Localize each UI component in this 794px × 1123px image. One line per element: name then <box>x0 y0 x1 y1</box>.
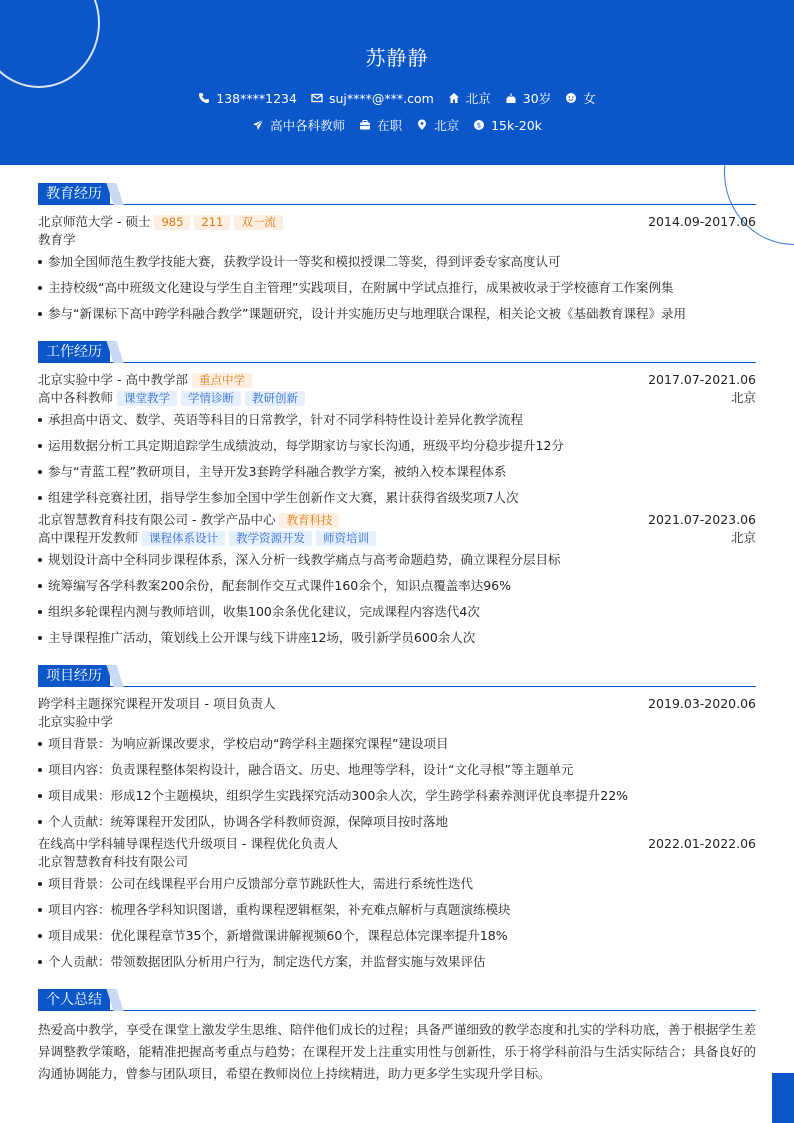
education-header <box>38 183 756 205</box>
location-icon <box>416 119 428 131</box>
list-item: 项目背景：公司在线课程平台用户反馈部分章节跳跃性大，需进行系统性迭代 <box>38 871 756 897</box>
job-city: 北京 <box>730 390 756 405</box>
summary-section <box>38 989 756 1085</box>
education-section <box>38 183 756 327</box>
school-tag: 985 <box>154 215 190 230</box>
contact-row <box>0 89 794 107</box>
skill-tag: 课堂教学 <box>117 391 177 406</box>
education-row <box>38 213 756 231</box>
list-item: 个人贡献：带领数据团队分析用户行为，制定迭代方案，并监督实施与效果评估 <box>38 949 756 975</box>
svg-text:$: $ <box>476 121 482 130</box>
phone-item <box>198 89 297 107</box>
education-title: 教育经历 <box>38 183 110 205</box>
company-name: 北京智慧教育科技有限公司 - 教学产品中心 <box>38 512 276 527</box>
project-name: 跨学科主题探究课程开发项目 - 项目负责人 <box>38 696 276 711</box>
skill-tag: 学情诊断 <box>181 391 241 406</box>
project-date: 2019.03-2020.06 <box>648 696 756 711</box>
projects-title: 项目经历 <box>38 665 110 687</box>
list-item: 组织多轮课程内测与教师培训，收集100余条优化建议，完成课程内容迭代4次 <box>38 599 756 625</box>
status-text: 在职 <box>377 118 403 133</box>
job-position: 高中课程开发教师 <box>38 530 139 545</box>
intent-city-text: 北京 <box>434 118 460 133</box>
job-city: 北京 <box>730 530 756 545</box>
phone-text: 138****1234 <box>216 90 297 106</box>
phone-icon <box>198 92 210 104</box>
list-item: 运用数据分析工具定期追踪学生成绩波动，每学期家访与家长沟通，班级平均分稳步提升12分 <box>38 433 756 459</box>
gender-item <box>565 89 596 107</box>
company-name: 北京实验中学 - 高中教学部 <box>38 372 188 387</box>
job-intent-row <box>0 116 794 134</box>
education-date: 2014.09-2017.06 <box>648 214 756 229</box>
job-position-row <box>38 389 756 407</box>
education-bullets <box>38 249 756 327</box>
list-item: 项目内容：负责课程整体架构设计，融合语文、历史、地理等学科，设计“文化寻根”等主题单元 <box>38 757 756 783</box>
status-item <box>359 116 402 134</box>
hometown-item <box>448 89 491 107</box>
hometown-text: 北京 <box>465 91 491 106</box>
list-item: 项目内容：梳理各学科知识图谱，重构课程逻辑框架，补充难点解析与真题演练模块 <box>38 897 756 923</box>
list-item: 参与“新课标下高中跨学科融合教学”课题研究，设计并实施历史与地理联合课程，相关论文被《基础教育课程》录用 <box>38 301 756 327</box>
age-item <box>505 89 551 107</box>
decorative-corner-block <box>772 1073 794 1123</box>
intent-city-item <box>416 116 459 134</box>
project-date: 2022.01-2022.06 <box>648 836 756 851</box>
email-item <box>311 89 434 107</box>
school-tag: 211 <box>194 215 230 230</box>
gender-icon <box>565 92 577 104</box>
job-position: 高中各科教师 <box>38 390 114 405</box>
company-tag: 教育科技 <box>279 513 339 528</box>
work-section <box>38 341 756 651</box>
project-bullets <box>38 871 756 975</box>
briefcase-icon <box>359 119 371 131</box>
projects-section <box>38 665 756 975</box>
age-text: 30岁 <box>522 91 552 106</box>
project-row <box>38 695 756 713</box>
skill-tag: 教研创新 <box>245 391 305 406</box>
list-item: 主导课程推广活动，策划线上公开课与线下讲座12场，吸引新学员600余人次 <box>38 625 756 651</box>
summary-title: 个人总结 <box>38 989 110 1011</box>
list-item: 个人贡献：统筹课程开发团队，协调各学科教师资源，保障项目按时落地 <box>38 809 756 835</box>
project-org: 北京智慧教育科技有限公司 <box>38 854 189 869</box>
salary-item <box>473 116 542 134</box>
skill-tag: 教学资源开发 <box>229 531 312 546</box>
job-bullets <box>38 407 756 511</box>
skill-tag: 师资培训 <box>316 531 376 546</box>
salary-icon <box>473 119 485 131</box>
skill-tag: 课程体系设计 <box>142 531 225 546</box>
list-item: 承担高中语文、数学、英语等科目的日常教学，针对不同学科特性设计差异化教学流程 <box>38 407 756 433</box>
list-item: 项目背景：为响应新课改要求，学校启动“跨学科主题探究课程”建设项目 <box>38 731 756 757</box>
job-row <box>38 511 756 529</box>
summary-header <box>38 989 756 1011</box>
list-item: 参与“青蓝工程”教研项目，主导开发3套跨学科融合教学方案，被纳入校本课程体系 <box>38 459 756 485</box>
work-header <box>38 341 756 363</box>
company-tag: 重点中学 <box>192 373 252 388</box>
list-item: 规划设计高中全科同步课程体系，深入分析一线教学痛点与高考命题趋势，确立课程分层目标 <box>38 547 756 573</box>
job-date: 2017.07-2021.06 <box>648 372 756 387</box>
list-item: 统筹编写各学科教案200余份，配套制作交互式课件160余个，知识点覆盖率达96% <box>38 573 756 599</box>
school-name: 北京师范大学 - 硕士 <box>38 214 151 229</box>
major: 教育学 <box>38 232 76 247</box>
intent-position-item <box>252 116 345 134</box>
job-date: 2021.07-2023.06 <box>648 512 756 527</box>
email-text: suj****@***.com <box>328 90 434 106</box>
projects-header <box>38 665 756 687</box>
candidate-name: 苏静静 <box>365 46 429 70</box>
cake-icon <box>505 92 517 104</box>
mail-icon <box>311 92 323 104</box>
home-icon <box>448 92 460 104</box>
summary-text: 热爱高中教学，享受在课堂上激发学生思维、陪伴他们成长的过程；具备严谨细致的教学态度和扎实的学科功底，善于根据学生差异调整教学策略，能精准把握高考重点与趋势；在课程开发上注重实用性与创新性，乐于将学科前沿与生活实际结合；具备良好的沟通协调能力，曾参与团队项目，希望在教师岗位上持续精进，助力更多学生实现升学目标。 <box>38 1022 756 1081</box>
salary-text: 15k-20k <box>491 117 542 133</box>
school-tag: 双一流 <box>234 215 283 230</box>
job-row <box>38 371 756 389</box>
list-item: 主持校级“高中班级文化建设与学生自主管理”实践项目，在附属中学试点推行，成果被收录于学校德育工作案例集 <box>38 275 756 301</box>
work-title: 工作经历 <box>38 341 110 363</box>
resume-header <box>0 0 794 165</box>
project-org: 北京实验中学 <box>38 714 114 729</box>
job-bullets <box>38 547 756 651</box>
job-position-row <box>38 529 756 547</box>
list-item: 参加全国师范生教学技能大赛，获教学设计一等奖和模拟授课二等奖，得到评委专家高度认可 <box>38 249 756 275</box>
gender-text: 女 <box>583 91 596 106</box>
list-item: 项目成果：优化课程章节35个，新增微课讲解视频60个，课程总体完课率提升18% <box>38 923 756 949</box>
project-name: 在线高中学科辅导课程迭代升级项目 - 课程优化负责人 <box>38 836 338 851</box>
send-icon <box>252 119 264 131</box>
list-item: 组建学科竞赛社团，指导学生参加全国中学生创新作文大赛，累计获得省级奖项7人次 <box>38 485 756 511</box>
project-bullets <box>38 731 756 835</box>
intent-position-text: 高中各科教师 <box>270 118 346 133</box>
list-item: 项目成果：形成12个主题模块，组织学生实践探究活动300余人次，学生跨学科素养测评优良率提升22% <box>38 783 756 809</box>
project-row <box>38 835 756 853</box>
